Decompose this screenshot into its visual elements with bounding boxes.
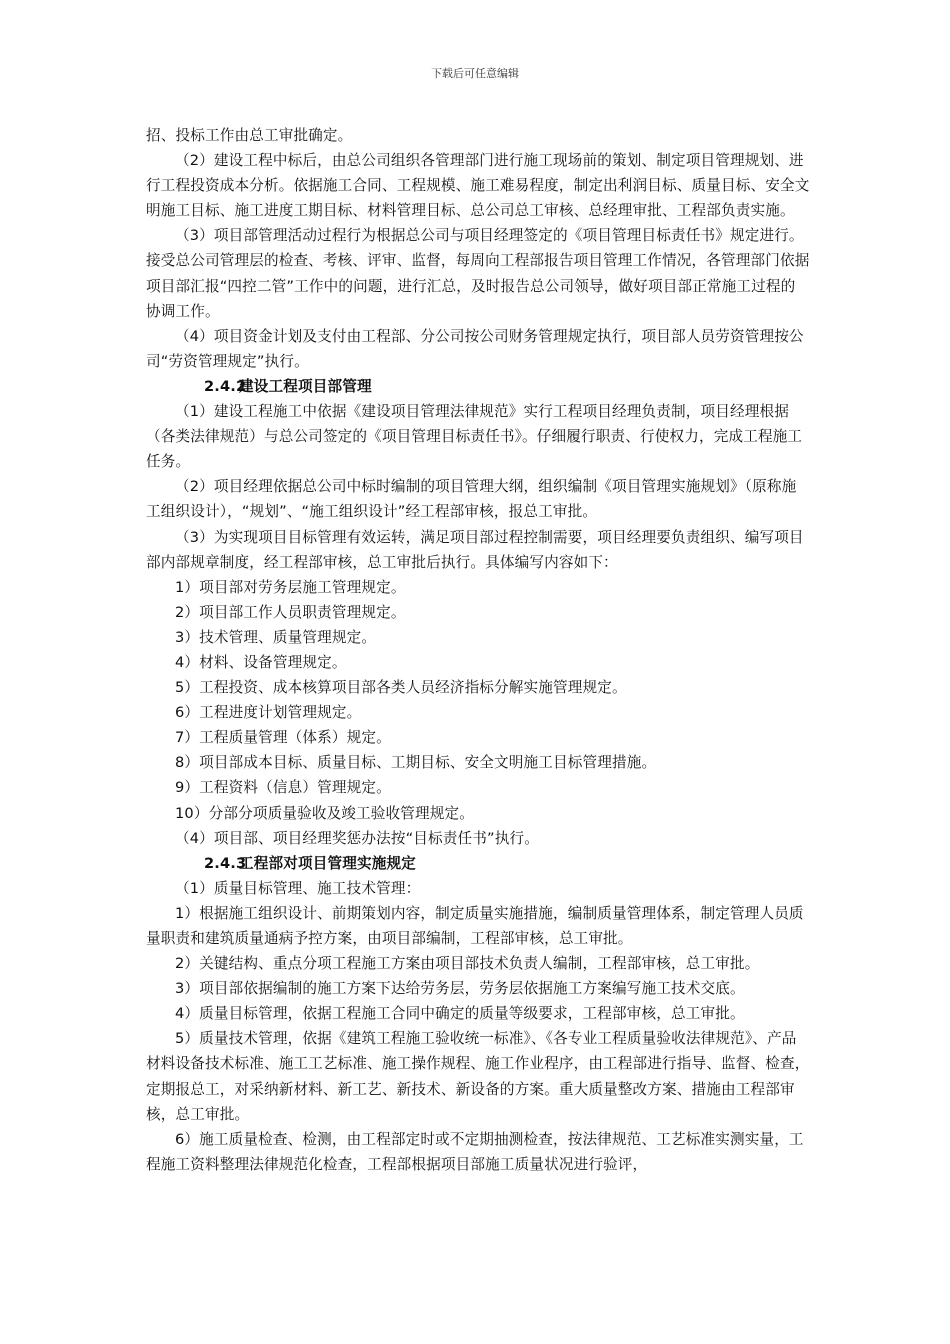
paragraph: （3）项目部管理活动过程行为根据总公司与项目经理签定的《项目管理目标责任书》规定进行。接受总公司管理层的检查、考核、评审、监督，每周向工程部报告项目管理工作情况，各管理部门依据项目部汇报“四控二管”工作中的问题，进行汇总，及时报告总公司领导，做好项目部正常施工过程的协调工作。 (146, 227, 810, 320)
paragraph: 8）项目部成本目标、质量目标、工期目标、安全文明施工目标管理措施。 (175, 754, 657, 772)
section-title: 工程部对项目管理实施规定 (239, 854, 416, 872)
paragraph: 3）技术管理、质量管理规定。 (175, 628, 377, 646)
section-heading (146, 374, 810, 399)
paragraph: 招、投标工作由总工审批确定。 (146, 127, 353, 144)
paragraph: 5）工程投资、成本核算项目部各类人员经济指标分解实施管理规定。 (175, 679, 627, 697)
paragraph: 10）分部分项质量验收及竣工验收管理规定。 (175, 804, 475, 822)
section-heading (146, 851, 810, 876)
section-number: 2.4.2 (204, 377, 247, 395)
paragraph: （2）项目经理依据总公司中标时编制的项目管理大纲，组织编制《项目管理实施规划》（原称施工组织设计），“规划”、“施工组织设计”经工程部审核，报总工审批。 (146, 478, 797, 521)
paragraph: 7）工程质量管理（体系）规定。 (175, 729, 391, 747)
paragraph: 1）项目部对劳务层施工管理规定。 (175, 578, 406, 596)
paragraph: （4）项目部、项目经理奖惩办法按“目标责任书”执行。 (175, 829, 539, 847)
paragraph: （1）建设工程施工中依据《建设项目管理法律规范》实行工程项目经理负责制，项目经理根据（各类法律规范）与总公司签定的《项目管理目标责任书》。仔细履行职责、行使权力，完成工程施工任务。 (146, 403, 803, 471)
paragraph: 6）工程进度计划管理规定。 (175, 704, 362, 722)
paragraph: （4）项目资金计划及支付由工程部、分公司按公司财务管理规定执行，项目部人员劳资管理按公司“劳资管理规定”执行。 (146, 327, 804, 370)
document-body (146, 123, 810, 1177)
paragraph: 4）质量目标管理，依据工程施工合同中确定的质量等级要求，工程部审核，总工审批。 (175, 1005, 745, 1023)
paragraph: 6）施工质量检查、检测，由工程部定时或不定期抽测检查，按法律规范、工艺标准实测实量，工程施工资料整理法律规范化检查，工程部根据项目部施工质量状况进行验评， (146, 1130, 804, 1173)
paragraph: 2）关键结构、重点分项工程施工方案由项目部技术负责人编制，工程部审核，总工审批。 (175, 955, 760, 973)
paragraph: 1）根据施工组织设计、前期策划内容，制定质量实施措施，编制质量管理体系，制定管理人员质量职责和建筑质量通病予控方案，由项目部编制，工程部审核，总工审批。 (146, 904, 804, 947)
paragraph: 3）项目部依据编制的施工方案下达给劳务层，劳务层依据施工方案编写施工技术交底。 (175, 980, 745, 998)
paragraph: 5）质量技术管理，依据《建筑工程施工验收统一标准》、《各专业工程质量验收法律规范》、产品材料设备技术标准、施工工艺标准、施工操作规程、施工作业程序，由工程部进行指导、监督、检查，定期报总工，对采纳新材料、新工艺、新技术、新设备的方案。重大质量整改方案、措施由工程部审核，总工审批。 (146, 1030, 810, 1123)
paragraph: 9）工程资料（信息）管理规定。 (175, 779, 391, 797)
paragraph: （3）为实现项目目标管理有效运转，满足项目部过程控制需要，项目经理要负责组织、编写项目部内部规章制度，经工程部审核，总工审批后执行。具体编写内容如下： (146, 528, 804, 571)
paragraph: 4）材料、设备管理规定。 (175, 653, 347, 671)
paragraph: （2）建设工程中标后，由总公司组织各管理部门进行施工现场前的策划、制定项目管理规划、进行工程投资成本分析。依据施工合同、工程规模、施工难易程度，制定出利润目标、质量目标、安全文明施工目标、施工进度工期目标、材料管理目标、总公司总工审核、总经理审批、工程部负责实施。 (146, 152, 810, 220)
section-number: 2.4.3 (204, 854, 247, 872)
paragraph: 2）项目部工作人员职责管理规定。 (175, 603, 406, 621)
paragraph: （1）质量目标管理、施工技术管理： (175, 879, 421, 897)
section-title: 建设工程项目部管理 (239, 377, 372, 395)
page-header: 下载后可任意编辑 (431, 67, 519, 80)
